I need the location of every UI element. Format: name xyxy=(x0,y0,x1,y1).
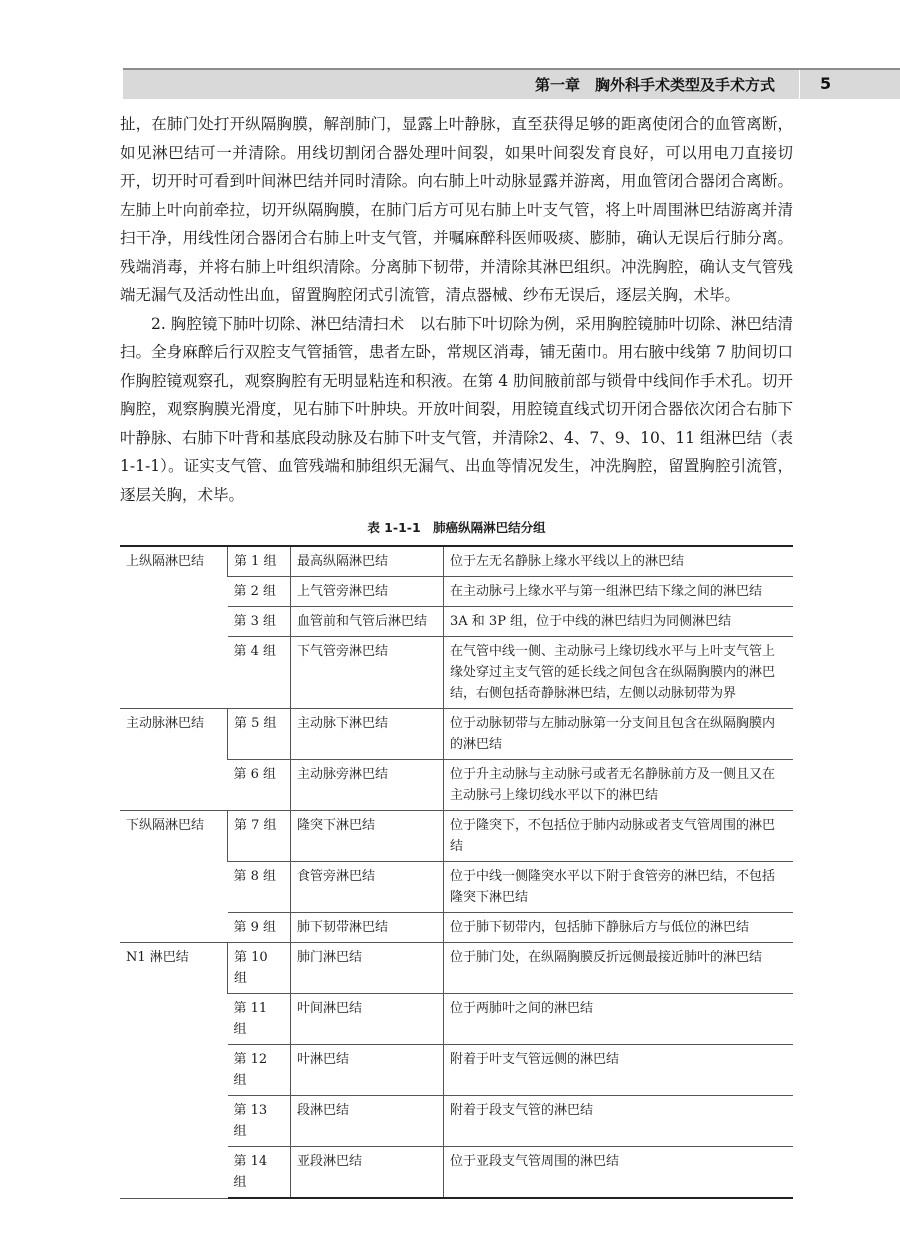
group-cell: 第 14 组 xyxy=(228,1147,291,1199)
description-cell: 位于动脉韧带与左肺动脉第一分支间且包含在纵隔胸膜内的淋巴结 xyxy=(444,709,794,760)
name-cell: 下气管旁淋巴结 xyxy=(291,637,444,709)
paragraph-continuation: 扯，在肺门处打开纵隔胸膜，解剖肺门，显露上叶静脉，直至获得足够的距离使闭合的血管离断，如见淋巴结可一并清除。用线切割闭合器处理叶间裂，如果叶间裂发育良好，可以用电刀直接切开，切开时可看到叶间淋巴结并同时清除。向右肺上叶动脉显露并游离，用血管闭合器闭合离断。左肺上叶向前牵拉，切开纵隔胸膜，在肺门后方可见右肺上叶支气管，将上叶周围淋巴结游离并清扫干净，用线性闭合器闭合右肺上叶支气管，并嘱麻醉科医师吸痰、膨肺，确认无误后行肺分离。残端消毒，并将右肺上叶组织清除。分离肺下韧带，并清除其淋巴组织。冲洗胸腔，确认支气管残端无漏气及活动性出血，留置胸腔闭式引流管，清点器械、纱布无误后，逐层关胸，术毕。 xyxy=(120,115,793,304)
page-number-box xyxy=(799,70,900,99)
name-cell: 主动脉旁淋巴结 xyxy=(291,760,444,811)
body-text xyxy=(120,110,793,509)
description-cell: 位于两肺叶之间的淋巴结 xyxy=(444,994,794,1045)
group-cell: 第 5 组 xyxy=(228,709,291,760)
name-cell: 血管前和气管后淋巴结 xyxy=(291,607,444,637)
name-cell: 主动脉下淋巴结 xyxy=(291,709,444,760)
group-cell: 第 3 组 xyxy=(228,607,291,637)
name-cell: 肺门淋巴结 xyxy=(291,943,444,994)
name-cell: 上气管旁淋巴结 xyxy=(291,577,444,607)
table-row xyxy=(120,546,793,577)
description-cell: 附着于叶支气管远侧的淋巴结 xyxy=(444,1045,794,1096)
name-cell: 叶淋巴结 xyxy=(291,1045,444,1096)
group-cell: 第 10 组 xyxy=(228,943,291,994)
name-cell: 叶间淋巴结 xyxy=(291,994,444,1045)
name-cell: 隆突下淋巴结 xyxy=(291,811,444,862)
table-row xyxy=(120,943,793,994)
description-cell: 在气管中线一侧、主动脉弓上缘切线水平与上叶支气管上缘处穿过主支气管的延长线之间包含在纵隔胸膜内的淋巴结，右侧包括奇静脉淋巴结，左侧以动脉韧带为界 xyxy=(444,637,794,709)
description-cell: 在主动脉弓上缘水平与第一组淋巴结下缘之间的淋巴结 xyxy=(444,577,794,607)
table-caption: 表 1-1-1 肺癌纵隔淋巴结分组 xyxy=(367,520,546,535)
category-cell: 上纵隔淋巴结 xyxy=(120,546,228,709)
paragraph-thoracoscopic-lobectomy: 2. 胸腔镜下肺叶切除、淋巴结清扫术 以右肺下叶切除为例，采用胸腔镜肺叶切除、淋巴结清扫。全身麻醉后行双腔支气管插管，患者左卧，常规区消毒，铺无菌巾。用右腋中线第 7 肋间切口作胸腔镜观察孔，观察胸腔有无明显粘连和积液。在第 4 肋间腋前部与锁骨中线间作手术孔。切开胸腔，观察胸膜光滑度，见右肺下叶肿块。开放叶间裂，用腔镜直线式切开闭合器依次闭合右肺下叶静脉、右肺下叶背和基底段动脉及右肺下叶支气管，并清除2、4、7、9、10、11 组淋巴结（表 1-1-1）。证实支气管、血管残端和肺组织无漏气、出血等情况发生，冲洗胸腔，留置胸腔引流管，逐层关胸，术毕。 xyxy=(120,314,793,504)
description-cell: 位于肺门处，在纵隔胸膜反折远侧最接近肺叶的淋巴结 xyxy=(444,943,794,994)
description-cell: 位于亚段支气管周围的淋巴结 xyxy=(444,1147,794,1199)
description-cell: 3A 和 3P 组，位于中线的淋巴结归为同侧淋巴结 xyxy=(444,607,794,637)
group-cell: 第 12 组 xyxy=(228,1045,291,1096)
page-header xyxy=(123,68,900,99)
table-row xyxy=(120,811,793,862)
group-cell: 第 4 组 xyxy=(228,637,291,709)
description-cell: 位于隆突下，不包括位于肺内动脉或者支气管周围的淋巴结 xyxy=(444,811,794,862)
description-cell: 位于升主动脉与主动脉弓或者无名静脉前方及一侧且又在主动脉弓上缘切线水平以下的淋巴结 xyxy=(444,760,794,811)
table-row xyxy=(120,709,793,760)
description-cell: 位于肺下韧带内，包括肺下静脉后方与低位的淋巴结 xyxy=(444,913,794,943)
description-cell: 位于中线一侧隆突水平以下附于食管旁的淋巴结，不包括隆突下淋巴结 xyxy=(444,862,794,913)
group-cell: 第 6 组 xyxy=(228,760,291,811)
group-cell: 第 9 组 xyxy=(228,913,291,943)
group-cell: 第 13 组 xyxy=(228,1096,291,1147)
group-cell: 第 11 组 xyxy=(228,994,291,1045)
description-cell: 附着于段支气管的淋巴结 xyxy=(444,1096,794,1147)
name-cell: 段淋巴结 xyxy=(291,1096,444,1147)
name-cell: 最高纵隔淋巴结 xyxy=(291,546,444,577)
category-cell: 下纵隔淋巴结 xyxy=(120,811,228,943)
group-cell: 第 2 组 xyxy=(228,577,291,607)
name-cell: 食管旁淋巴结 xyxy=(291,862,444,913)
category-cell: N1 淋巴结 xyxy=(120,943,228,1199)
lymph-node-table xyxy=(120,545,793,1199)
group-cell: 第 8 组 xyxy=(228,862,291,913)
category-cell: 主动脉淋巴结 xyxy=(120,709,228,811)
chapter-title: 第一章 胸外科手术类型及手术方式 xyxy=(534,76,775,94)
name-cell: 亚段淋巴结 xyxy=(291,1147,444,1199)
group-cell: 第 1 组 xyxy=(228,546,291,577)
description-cell: 位于左无名静脉上缘水平线以上的淋巴结 xyxy=(444,546,794,577)
name-cell: 肺下韧带淋巴结 xyxy=(291,913,444,943)
group-cell: 第 7 组 xyxy=(228,811,291,862)
page-number: 5 xyxy=(820,74,832,93)
